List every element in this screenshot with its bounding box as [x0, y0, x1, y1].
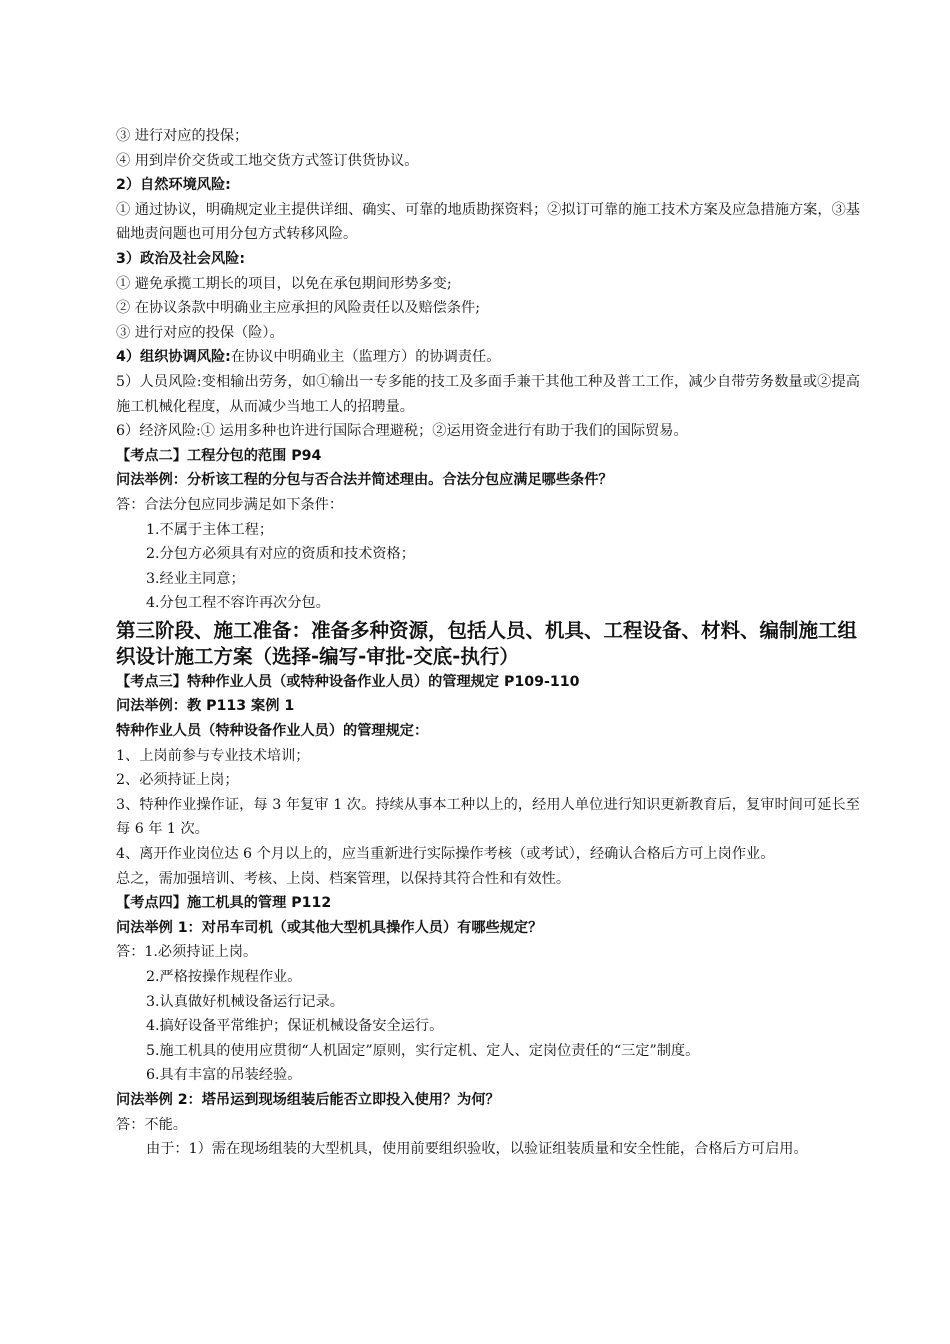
answer-line: 答：不能。: [116, 1116, 187, 1133]
section-heading: 【考点三】特种作业人员（或特种设备作业人员）的管理规定 P109-110: [116, 673, 580, 690]
question-line: 问法举例 2：塔吊运到现场组装后能否立即投入使用？为何？: [116, 1091, 500, 1108]
answer-line: 答：1.必须持证上岗。: [116, 944, 258, 961]
mixed-line-bold: 4）组织协调风险:: [116, 349, 231, 366]
section-heading: 【考点二】工程分包的范围 P94: [116, 447, 322, 464]
text-line: ② 在协议条款中明确业主应承担的风险责任以及赔偿条件;: [116, 300, 480, 317]
answer-line: 答：合法分包应同步满足如下条件：: [116, 496, 344, 513]
list-item: 4.分包工程不容许再次分包。: [146, 595, 330, 612]
text-line: 5）人员风险:变相输出劳务，如①输出一专多能的技工及多面手兼干其他工种及普工工作，减少自带劳务数量或②提高施工机械化程度，从而减少当地工人的招聘量。: [116, 373, 860, 415]
text-line: 2、必须持证上岗；: [116, 772, 239, 789]
text-line: ① 避免承揽工期长的项目，以免在承包期间形势多变;: [116, 275, 452, 292]
subheading: 2）自然环境风险:: [116, 177, 231, 194]
text-line: 4、离开作业岗位达 6 个月以上的，应当重新进行实际操作考核（或考试），经确认合格后方可上岗作业。: [116, 846, 775, 863]
mixed-line-text: 在协议中明确业主（监理方）的协调责任。: [230, 349, 501, 366]
text-line: 6）经济风险:① 运用多种也许进行国际合理避税；②运用资金进行有助于我们的国际贸易。: [116, 423, 688, 440]
mixed-line: [116, 345, 860, 370]
list-item: 3.经业主同意；: [146, 570, 245, 587]
stage-heading: 第三阶段、施工准备：准备多种资源，包括人员、机具、工程设备、材料、编制施工组织设计施工方案（选择-编写-审批-交底-执行）: [116, 618, 858, 668]
text-line: ③ 进行对应的投保；: [116, 128, 249, 144]
list-item: 3.认真做好机械设备运行记录。: [146, 993, 344, 1010]
text-line: 1、上岗前参与专业技术培训；: [116, 747, 310, 764]
text-line: ① 通过协议，明确规定业主提供详细、确实、可靠的地质勘探资料；②拟订可靠的施工技术方案及应急措施方案，③基础地责问题也可用分包方式转移风险。: [116, 201, 860, 243]
text-line: 总之，需加强培训、考核、上岗、档案管理，以保持其符合性和有效性。: [116, 870, 571, 887]
subheading: 特种作业人员（特种设备作业人员）的管理规定：: [116, 723, 429, 740]
list-item: 2.分包方必须具有对应的资质和技术资格；: [146, 546, 415, 563]
list-item: 1.不属于主体工程；: [146, 521, 274, 538]
section-heading: 【考点四】施工机具的管理 P112: [116, 895, 332, 912]
question-line: 问法举例 1：对吊车司机（或其他大型机具操作人员）有哪些规定？: [116, 919, 543, 936]
text-line: 3、特种作业操作证，每 3 年复审 1 次。持续从事本工种以上的，经用人单位进行知识更新教育后，复审时间可延长至每 6 年 1 次。: [116, 796, 860, 838]
answer-paragraph: 由于：1）需在现场组装的大型机具，使用前要组织验收，以验证组装质量和安全性能，合格后方可启用。: [146, 1141, 808, 1158]
list-item: 5.施工机具的使用应贯彻“人机固定”原则，实行定机、定人、定岗位责任的“三定”制度。: [146, 1042, 700, 1059]
list-item: 4.搞好设备平常维护；保证机械设备安全运行。: [146, 1018, 444, 1035]
question-line: 问法举例：分析该工程的分包与否合法并简述理由。合法分包应满足哪些条件？: [116, 472, 613, 489]
subheading: 3）政治及社会风险:: [116, 250, 246, 267]
text-line: ④ 用到岸价交货或工地交货方式签订供货协议。: [116, 152, 419, 169]
list-item: 6.具有丰富的吊装经验。: [146, 1067, 302, 1084]
text-line: ③ 进行对应的投保（险）。: [116, 324, 284, 341]
question-line: 问法举例：教 P113 案例 1: [116, 698, 295, 715]
document-page: [116, 124, 860, 1162]
list-item: 2.严格按操作规程作业。: [146, 969, 302, 985]
